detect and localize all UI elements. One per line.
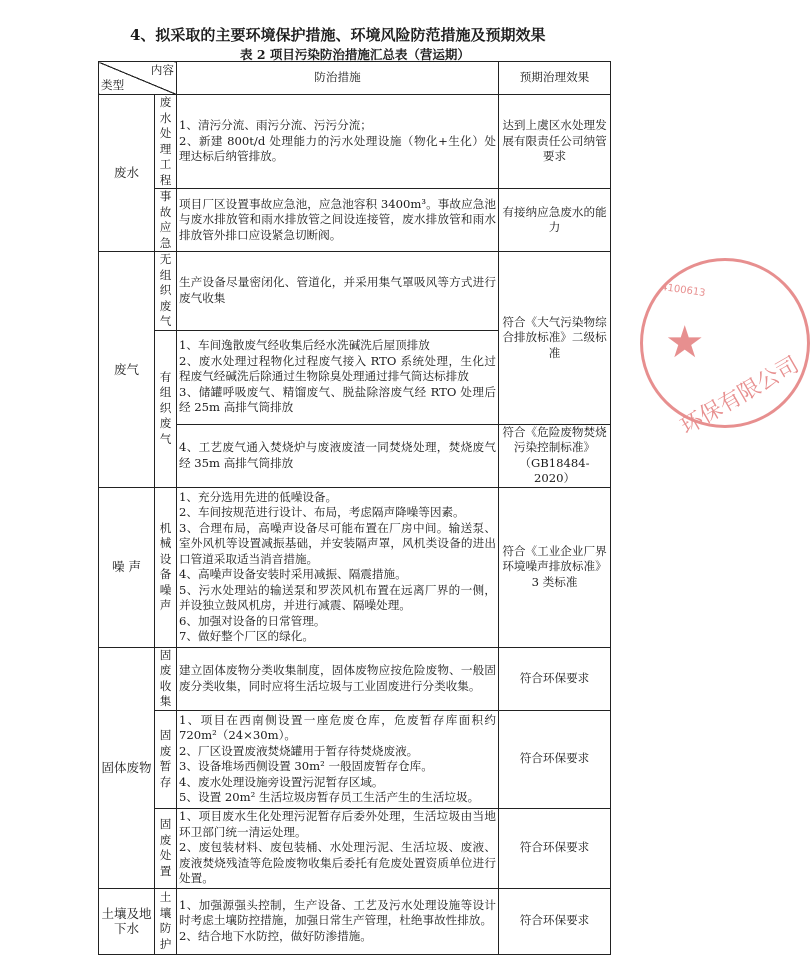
measure-line: 1、清污分流、雨污分流、污污分流；	[179, 118, 372, 133]
measure-line: 3、储罐呼吸废气、精馏废气、脱盐除溶废气经 RTO 处理后经 25m 高排气筒排放	[179, 384, 496, 415]
measure-line: 1、充分选用先进的低噪设备。	[179, 489, 338, 504]
table-row	[99, 710, 611, 808]
header-effect: 预期治理效果	[499, 62, 611, 95]
measure-line: 5、设置 20m² 生活垃圾房暂存员工生活产生的生活垃圾。	[179, 790, 480, 804]
sub-organized-gas: 有组织废气	[155, 330, 177, 487]
measure-line: 5、污水处理站的输送泵和罗茨风机布置在远离厂界的一侧，并设独立鼓风机房，并进行减震、隔噪处理。	[179, 582, 496, 612]
sub-waste-collection: 固废收集	[155, 647, 177, 710]
official-seal	[640, 258, 810, 441]
measures-cell	[177, 189, 499, 252]
measure-line: 1、车间逸散废气经收集后经水洗碱洗后屋顶排放	[179, 338, 430, 353]
measures-cell	[177, 95, 499, 189]
table-row	[99, 252, 611, 331]
category-solid-waste: 固体废物	[99, 647, 155, 888]
table-row	[99, 189, 611, 252]
header-measures: 防治措施	[177, 62, 499, 95]
sub-emergency: 事故应急	[155, 189, 177, 252]
measure-line: 建立固体废物分类收集制度，固体废物应按危险废物、一般固废分类收集，同时应将生活垃圾与工业固废进行分类收集。	[179, 663, 496, 693]
measure-line: 4、工艺废气通入焚烧炉与废液废渣一同焚烧处理，焚烧废气经 35m 高排气筒排放	[179, 440, 496, 470]
effect-cell: 符合《危险废物焚烧污染控制标准》（GB18484-2020）	[499, 424, 611, 487]
star-icon: ★	[665, 317, 705, 368]
sub-waste-disposal: 固废处置	[155, 808, 177, 888]
measures-cell	[177, 808, 499, 888]
measure-line: 2、废水处理过程物化过程废气接入 RTO 系统处理，生化过程废气经碱洗后除通过生物除臭处理通过排气筒达标排放	[179, 353, 496, 384]
effect-cell: 符合环保要求	[499, 710, 611, 808]
measures-cell	[177, 424, 499, 487]
measures-cell	[177, 888, 499, 954]
measures-cell	[177, 487, 499, 647]
effect-cell: 符合《工业企业厂界环境噪声排放标准》3 类标准	[499, 487, 611, 647]
measures-cell	[177, 647, 499, 710]
effect-cell: 符合《大气污染物综合排放标准》二级标准	[499, 252, 611, 425]
measures-cell	[177, 330, 499, 424]
measure-line: 2、车间按规范进行设计、布局，考虑隔声降噪等因素。	[179, 505, 465, 519]
measures-cell	[177, 252, 499, 331]
effect-cell: 符合环保要求	[499, 647, 611, 710]
table-row	[99, 95, 611, 189]
table-header-row	[99, 62, 611, 95]
category-gas: 废气	[99, 252, 155, 488]
measure-line: 3、设备堆场西侧设置 30m² 一般固废暂存仓库。	[179, 759, 433, 773]
header-content-label: 内容	[150, 63, 174, 77]
measure-line: 7、做好整个厂区的绿化。	[179, 629, 314, 643]
sub-soil-protection: 土壤防护	[155, 888, 177, 954]
measure-line: 生产设备尽量密闭化、管道化，并采用集气罩吸风等方式进行废气收集	[179, 275, 496, 305]
measure-line: 3、合理布局，高噪声设备尽可能布置在厂房中间。输送泵、室外风机等设置减振基础，并安装隔声罩，风机类设备的进出口管道采取适当消音措施。	[179, 520, 496, 566]
measure-line: 2、厂区设置废液焚烧罐用于暂存待焚烧废液。	[179, 743, 419, 758]
measures-cell	[177, 710, 499, 808]
measure-line: 2、新建 800t/d 处理能力的污水处理设施（物化+生化）处理达标后纳管排放。	[179, 133, 496, 164]
measure-line: 1、项目在西南侧设置一座危废仓库，危废暂存库面积约 720m²（24×30m）。	[179, 712, 496, 742]
category-soil-groundwater: 土壤及地下水	[99, 888, 155, 954]
effect-cell: 符合环保要求	[499, 888, 611, 954]
measure-line: 6、加强对设备的日常管理。	[179, 613, 326, 628]
sub-mechanical-noise: 机械设备噪声	[155, 487, 177, 647]
table-row	[99, 808, 611, 888]
table-caption: 表 2 项目污染防治措施汇总表（营运期）	[240, 47, 470, 62]
category-noise: 噪 声	[99, 487, 155, 647]
effect-cell: 达到上虞区水处理发展有限责任公司纳管要求	[499, 95, 611, 189]
sub-waste-storage: 固废暂存	[155, 710, 177, 808]
measure-line: 2、废包装材料、废包装桶、水处理污泥、生活垃圾、废液、废液焚烧残渣等危险废物收集后委托有危废处置资质单位进行处置。	[179, 840, 496, 886]
seal-number: 4100613	[660, 281, 707, 300]
sub-wastewater-treatment: 废水处理工程	[155, 95, 177, 189]
measure-line: 2、结合地下水防控，做好防渗措施。	[179, 928, 372, 943]
measure-line: 4、废水处理设施旁设置污泥暂存区域。	[179, 774, 384, 789]
category-wastewater: 废水	[99, 95, 155, 252]
header-type-label: 类型	[101, 77, 125, 92]
pollution-control-table	[98, 61, 611, 955]
measure-line: 项目厂区设置事故应急池，应急池容积 3400m³。事故应急池与废水排放管和雨水排放管之间设连接管，废水排放管和雨水排放管外排口应设紧急切断阀。	[179, 196, 496, 242]
measure-line: 4、高噪声设备安装时采用减振、隔震措施。	[179, 567, 407, 581]
seal-text: 环保有限公司	[676, 352, 804, 441]
table-row	[99, 647, 611, 710]
section-heading: 4、拟采取的主要环境保护措施、环境风险防范措施及预期效果	[130, 26, 546, 44]
table-row	[99, 888, 611, 954]
effect-cell: 有接纳应急废水的能力	[499, 189, 611, 252]
table-row	[99, 487, 611, 647]
measure-line: 1、加强源强头控制，生产设备、工艺及污水处理设施等设计时考虑土壤防控措施，加强日常生产管理，杜绝事故性排放。	[179, 897, 496, 928]
sub-fugitive-gas: 无组织废气	[155, 252, 177, 331]
diagonal-header-cell	[99, 62, 177, 95]
measure-line: 1、项目废水生化处理污泥暂存后委外处理，生活垃圾由当地环卫部门统一清运处理。	[179, 809, 496, 839]
effect-cell: 符合环保要求	[499, 808, 611, 888]
